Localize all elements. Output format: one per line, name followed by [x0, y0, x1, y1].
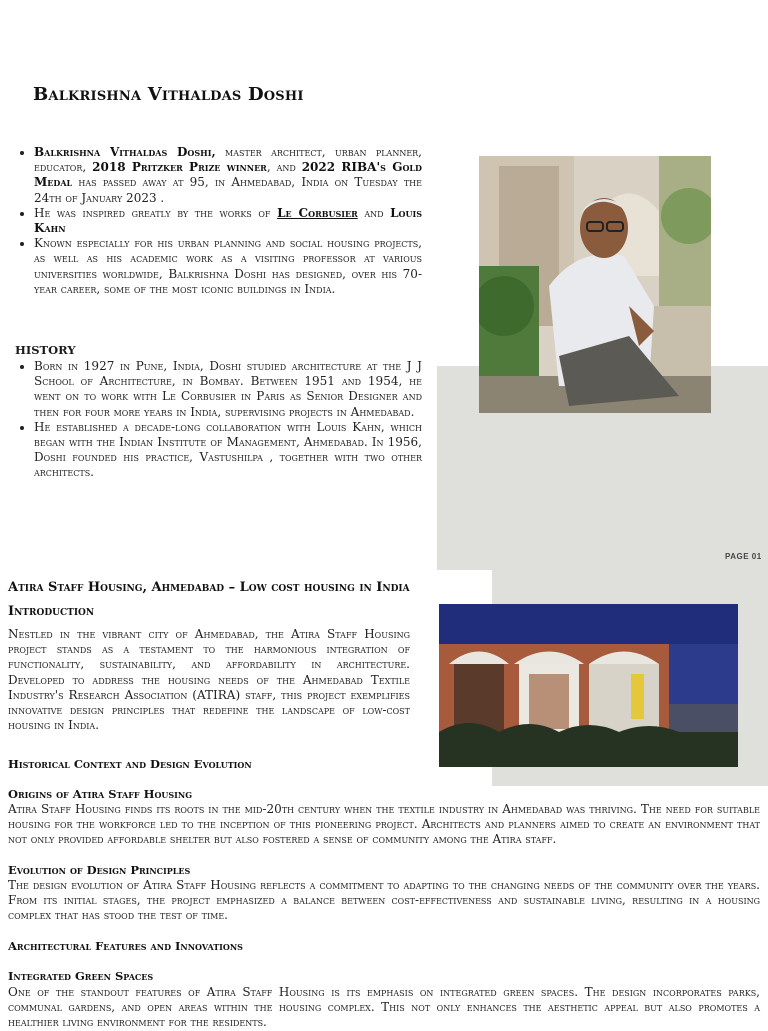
pritzker-text: 2018 Pritzker Prize winner	[92, 160, 267, 175]
architectural-features-heading: Architectural Features and Innovations	[8, 939, 243, 953]
evolution-paragraph: The design evolution of Atira Staff Housing reflects a commitment to adapting to the changing needs of the community over the years. From its initial stages, the project emphasized a balance between cost-effectiveness and sustainable living, resulting in a housing complex that has stood the test of time.	[8, 878, 760, 923]
text-span: , and	[266, 160, 302, 175]
history-bullet-list	[16, 359, 422, 481]
list-item	[34, 145, 422, 206]
introduction-paragraph: Nestled in the vibrant city of Ahmedabad, the Atira Staff Housing project stands as a testament to the harmonious integration of functionality, sustainability, and affordability in architecture. Developed to address the housing needs of the Ahmedabad Textile Industry's Research Association (ATIRA) staff, this project exemplifies innovative design principles that redefine the landscape of low-cost housing in India.	[8, 627, 410, 733]
doshi-portrait-photo	[479, 156, 711, 413]
atira-illustration	[439, 604, 738, 767]
atira-housing-photo	[439, 604, 738, 767]
louis-kahn-text: Louis Kahn	[34, 205, 422, 236]
text-span: and	[357, 205, 391, 220]
green-spaces-paragraph: One of the standout features of Atira Staff Housing is its emphasis on integrated green spaces. The design incorporates parks, communal gardens, and open areas within the housing complex. This not only enhances the aesthetic appeal but also promotes a healthier living environment for the residents.	[8, 985, 760, 1030]
portrait-illustration	[479, 156, 711, 413]
list-item: • Born in 1927 in Pune, India, Doshi studied architecture at the J J School of Architecture, in Bombay. Between 1951 and 1954, he went on to work with Le Corbusier in Paris as Senior Designer and then for four more years in India, supervising projects in Ahmedabad.	[34, 359, 422, 420]
text-span: master architect, urban planner, educator,	[34, 145, 422, 175]
le-corbusier-link[interactable]: Le Corbusier	[277, 205, 358, 220]
atira-section-title: Atira Staff Housing, Ahmedabad – Low cost housing in India	[8, 580, 410, 595]
history-heading: HISTORY	[15, 343, 76, 357]
gold-medal-text: 2022 RIBA's Gold Medal	[34, 160, 422, 190]
page-title: Balkrishna Vithaldas Doshi	[33, 84, 304, 105]
green-spaces-heading: Integrated Green Spaces	[8, 969, 154, 983]
list-item	[34, 206, 422, 236]
list-item: • Known especially for his urban planning and social housing projects, as well as his academic work as a visiting professor at various universities worldwide, Balkrishna Doshi has designed, over his 70-year career, some of the most iconic buildings in India.	[34, 236, 422, 297]
list-item: • He established a decade-long collaboration with Louis Kahn, which began with the Indian Institute of Management, Ahmedabad. In 1956, Doshi founded his practice, Vastushilpa , together with two other architects.	[34, 420, 422, 481]
origins-heading: Origins of Atira Staff Housing	[8, 787, 193, 801]
text-span: He was inspired greatly by the works of	[34, 205, 278, 220]
doshi-name: Balkrishna Vithaldas Doshi,	[34, 145, 216, 159]
evolution-heading: Evolution of Design Principles	[8, 863, 191, 877]
intro-bullet-list	[16, 145, 422, 297]
page-number-label: PAGE 01	[725, 552, 762, 561]
origins-paragraph: Atira Staff Housing finds its roots in the mid-20th century when the textile industry in Ahmedabad was thriving. The need for suitable housing for the workforce led to the inception of this pioneering project. Architects and planners aimed to create an environment that not only provided affordable shelter but also fostered a sense of community among the Atira staff.	[8, 802, 761, 847]
text-span: has passed away at 95, in Ahmedabad, India on Tuesday the 24th of January 2023 .	[34, 175, 422, 205]
introduction-heading: Introduction	[8, 604, 95, 619]
historical-context-heading: Historical Context and Design Evolution	[8, 757, 252, 771]
